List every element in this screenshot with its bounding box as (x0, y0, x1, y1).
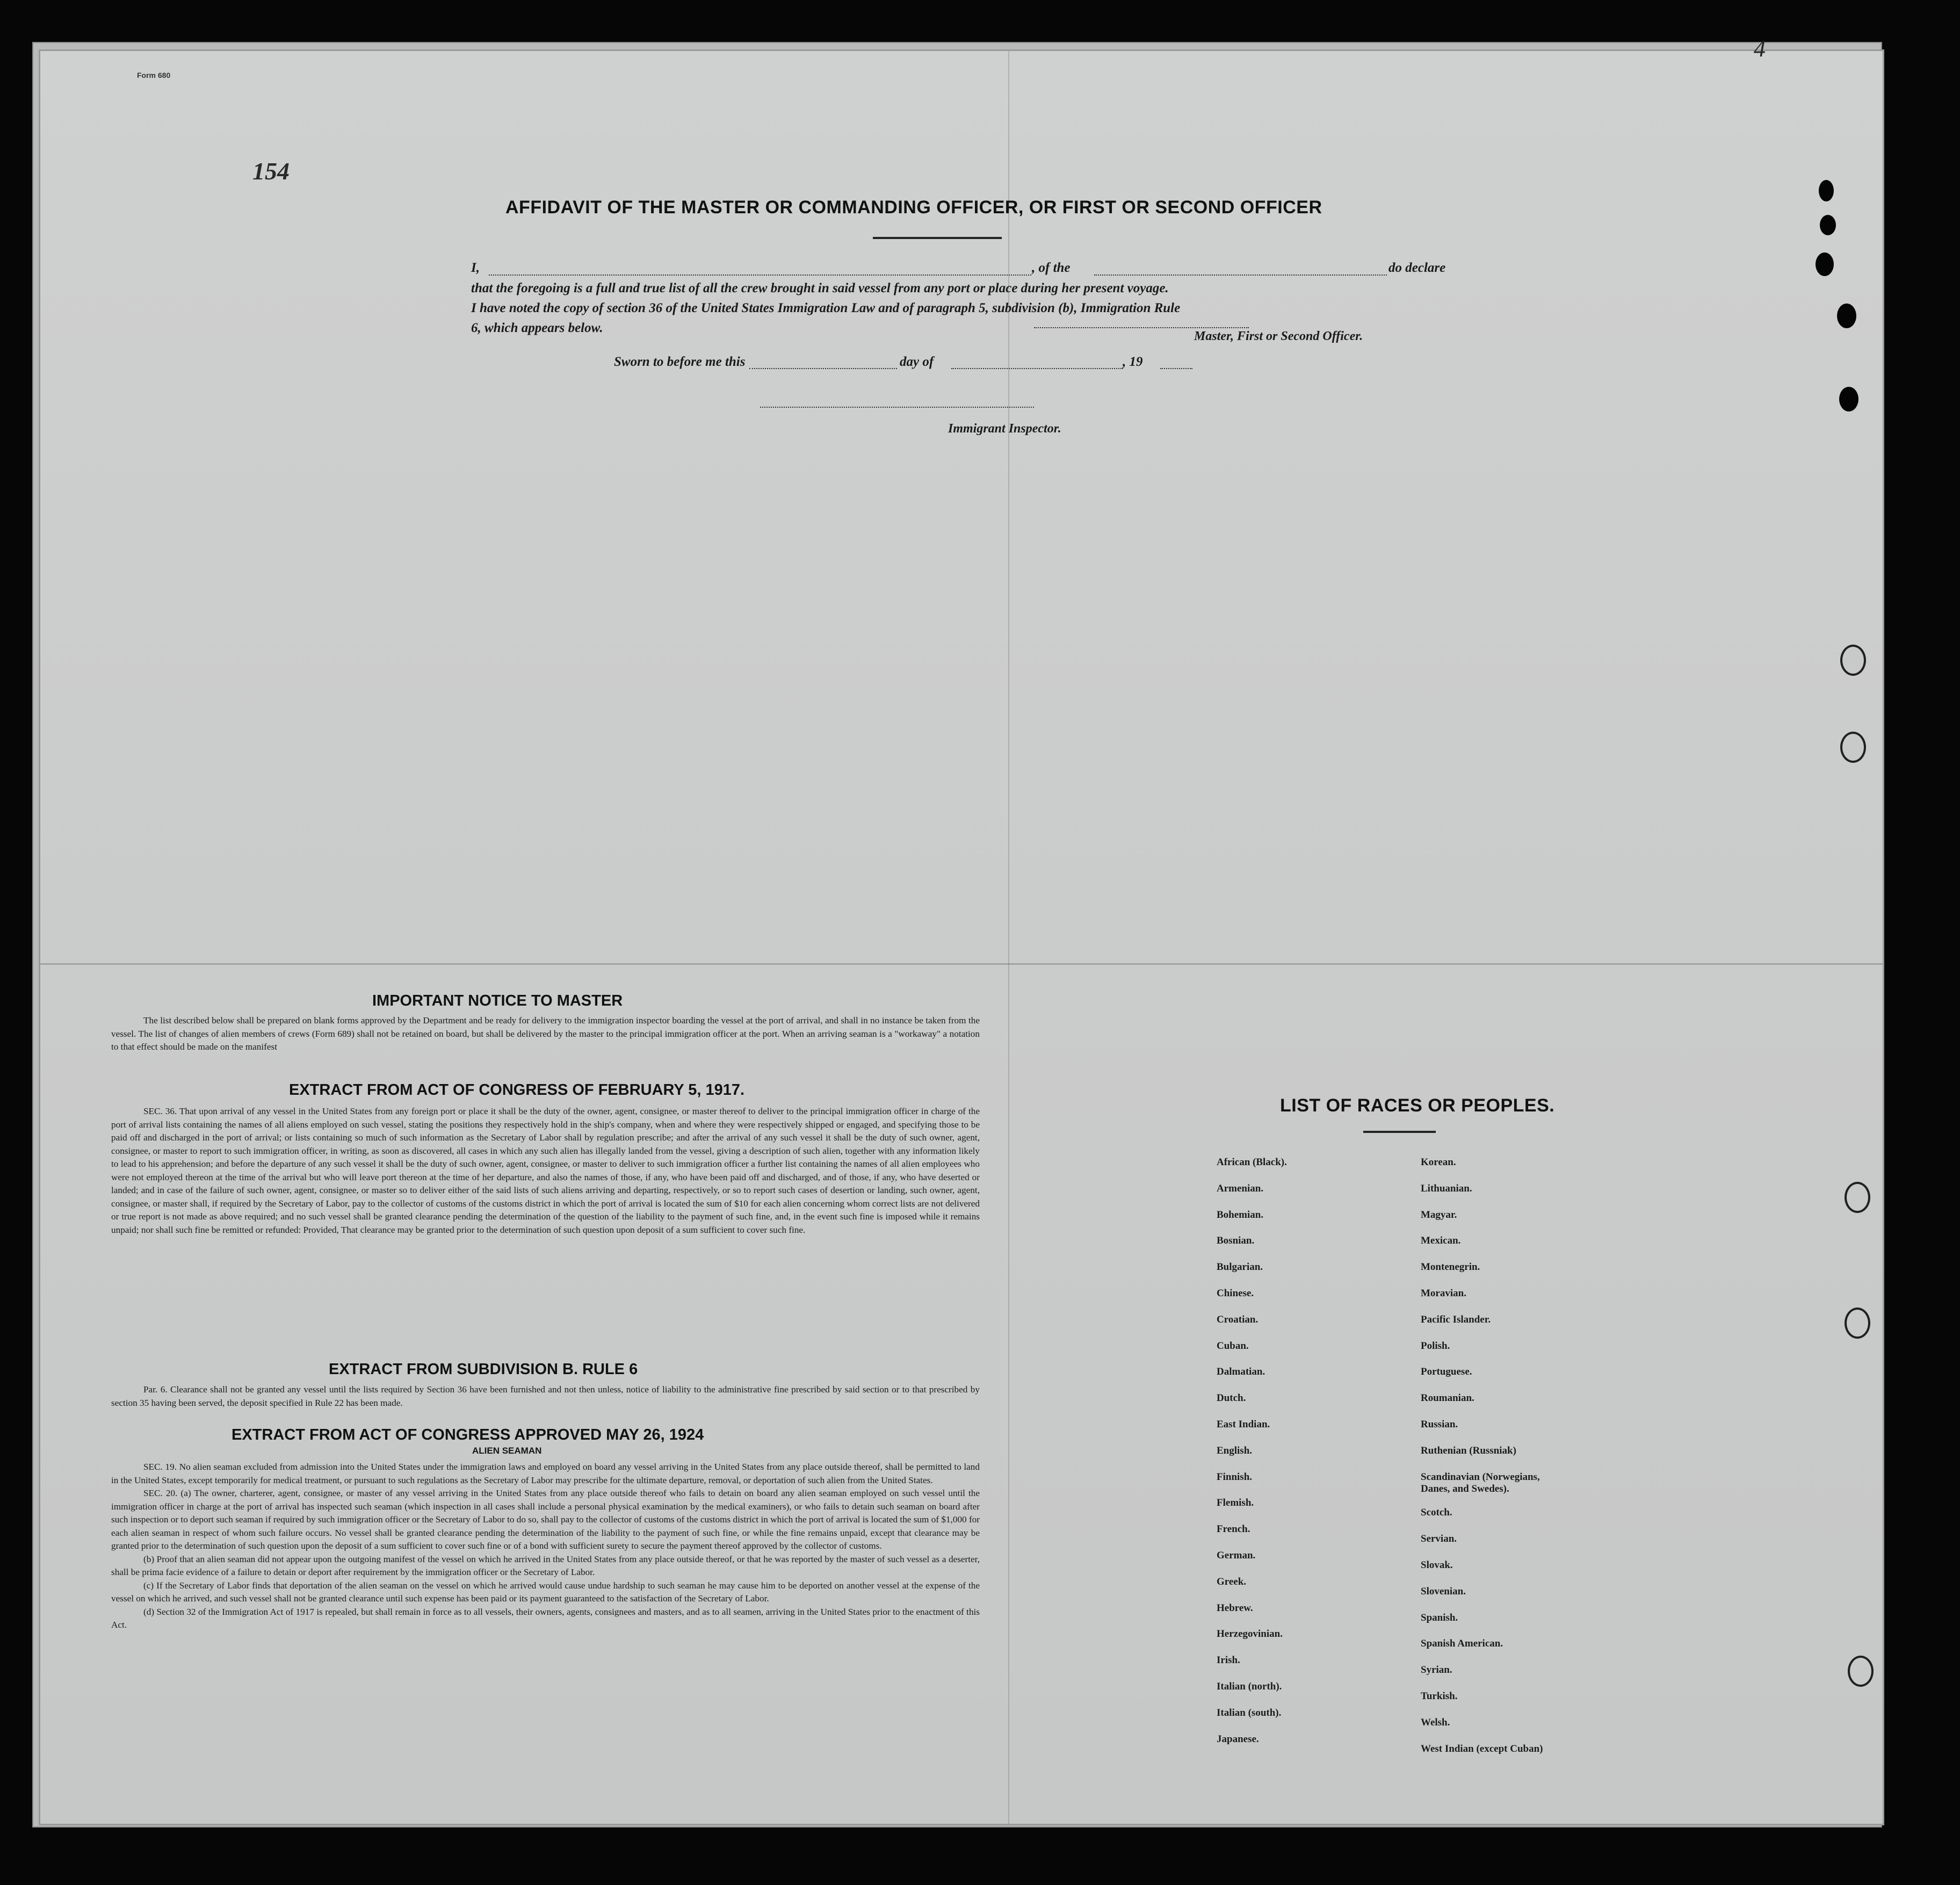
title-underline (873, 237, 1002, 239)
affidavit-line1-of-the: , of the (1032, 261, 1071, 275)
section-20b: (b) Proof that an alien seaman did not appear upon the outgoing manifest of the vessel on which he arrived in the United States from any place outside thereof, or that he was reported by the master of such vessel as a deserter, shall be prima facie evidence of a failure to detain or deport after requirement by the immigration officer or the Secretary of Labor. (111, 1554, 980, 1577)
extract-rule6-title: EXTRACT FROM SUBDIVISION B. RULE 6 (329, 1361, 638, 1378)
punch-hole (1820, 215, 1836, 235)
race-item: Montenegrin. (1421, 1261, 1480, 1273)
signature-blank (1034, 326, 1249, 328)
race-item: Mexican. (1421, 1235, 1461, 1247)
race-item: Slovenian. (1421, 1585, 1466, 1597)
master-label: Master, First or Second Officer. (1194, 329, 1363, 343)
race-item: Dutch. (1217, 1392, 1246, 1404)
extract-1924-text (111, 1461, 980, 1632)
extract-rule6-text: Par. 6. Clearance shall not be granted any vessel until the lists required by Section 36 have been furnished and not then unless, notice of liability to the administrative fine prescribed by said section or to that prescribed by section 35 having been served, the deposit specified in Rule 22 has been made. (111, 1384, 980, 1408)
inspector-label: Immigrant Inspector. (948, 422, 1061, 436)
race-item: Flemish. (1217, 1497, 1254, 1509)
section-20a: SEC. 20. (a) The owner, charterer, agent, consignee, or master of any vessel arriving in the United States from any place outside thereof who fails to detain on board any alien seaman employed on such vessel until the immigration officer in charge at the port of arrival has inspected such seaman (which inspection in all cases shall include a personal physical examination by the medical examiners), or who fails to detain such seaman on board after such inspection or to deport such seaman if required by such immigration officer or the Secretary of Labor to do so, shall pay to the collector of customs of the customs district in which the port of arrival is located the sum of $1,000 for each alien seaman in respect of whom such failure occurs. No vessel shall be granted clearance pending the determination of the liability to the payment of such fine, or while the fine remains unpaid, except that clearance may be granted prior to the determination of such question upon the deposit of a sum sufficient to cover such fine or of a bond with sufficient surety to secure the payment thereof approved by the collector of customs. (111, 1488, 980, 1551)
race-item: Scotch. (1421, 1507, 1452, 1519)
extract-1924-title: EXTRACT FROM ACT OF CONGRESS APPROVED MAY 26, 1924 (232, 1426, 704, 1443)
race-item: Pacific Islander. (1421, 1313, 1491, 1325)
race-item: Cuban. (1217, 1340, 1249, 1352)
punch-hole (1819, 180, 1834, 201)
race-item: English. (1217, 1445, 1253, 1456)
race-item: Bulgarian. (1217, 1261, 1263, 1273)
notice-title: IMPORTANT NOTICE TO MASTER (372, 992, 623, 1009)
punch-hole (1840, 732, 1866, 763)
section-20d: (d) Section 32 of the Immigration Act of 1917 is repealed, but shall remain in force as to all vessels, their owners, agents, consignees and masters, and as to all seamen, arriving in the United States prior to the enactment of this Act. (111, 1606, 980, 1630)
section-19: SEC. 19. No alien seaman excluded from admission into the United States under the immigration laws and employed on board any vessel arriving in the United States from any place outside thereof, shall be permitted to land in the United States, except temporarily for medical treatment, or pursuant to such regulations as the Secretary of Labor may prescribe for the ultimate departure, removal, or deportation of such alien from the United States. (111, 1462, 980, 1485)
race-item: Syrian. (1421, 1664, 1452, 1676)
race-item: Spanish. (1421, 1612, 1458, 1623)
form-page (39, 49, 1884, 1825)
corner-mark: 4 (1754, 35, 1766, 62)
race-item: Italian (north). (1217, 1681, 1282, 1692)
race-item: Moravian. (1421, 1288, 1466, 1299)
race-item: Irish. (1217, 1655, 1240, 1666)
master-name-blank (489, 273, 1031, 276)
race-item: Roumanian. (1421, 1392, 1474, 1404)
race-item: Bohemian. (1217, 1209, 1264, 1220)
race-item: West Indian (except Cuban) (1421, 1743, 1543, 1754)
race-item: Scandinavian (Norwegians, Danes, and Swedes). (1421, 1471, 1540, 1494)
race-item: Armenian. (1217, 1182, 1264, 1194)
race-item: Lithuanian. (1421, 1182, 1472, 1194)
affidavit-title: AFFIDAVIT OF THE MASTER OR COMMANDING OFFICER, OR FIRST OR SECOND OFFICER (505, 197, 1322, 218)
race-item: Polish. (1421, 1340, 1450, 1352)
race-item: East Indian. (1217, 1419, 1270, 1430)
race-item: Italian (south). (1217, 1707, 1282, 1718)
form-number: Form 680 (137, 71, 171, 80)
sworn-year-blank (1160, 367, 1192, 369)
inspector-signature-blank (760, 406, 1034, 408)
race-item: Magyar. (1421, 1209, 1457, 1220)
race-item: Japanese. (1217, 1733, 1259, 1745)
sworn-month-blank (951, 367, 1123, 369)
race-item: French. (1217, 1523, 1250, 1535)
sworn-prefix: Sworn to before me this (614, 355, 746, 369)
affidavit-line2: that the foregoing is a full and true list of all the crew brought in said vessel from any port or place during her present voyage. (471, 281, 1169, 295)
affidavit-line1-prefix: I, (471, 261, 480, 275)
extract-1917-title: EXTRACT FROM ACT OF CONGRESS OF FEBRUARY 5, 1917. (289, 1081, 745, 1099)
punch-hole (1845, 1182, 1870, 1213)
punch-hole (1837, 304, 1856, 328)
race-item: Herzegovinian. (1217, 1628, 1283, 1640)
race-item: Portuguese. (1421, 1366, 1472, 1378)
punch-hole (1848, 1656, 1874, 1687)
sworn-year: , 19 (1123, 355, 1143, 369)
race-item: Russian. (1421, 1419, 1458, 1430)
horizontal-fold (40, 963, 1883, 965)
sworn-day-blank (749, 367, 897, 369)
race-item: Servian. (1421, 1533, 1457, 1545)
races-title: LIST OF RACES OR PEOPLES. (1280, 1095, 1555, 1116)
vessel-name-blank (1094, 273, 1387, 276)
race-item: Korean. (1421, 1157, 1456, 1168)
sworn-day-of: day of (900, 355, 934, 369)
affidavit-line4: 6, which appears below. (471, 321, 603, 335)
race-item: African (Black). (1217, 1157, 1287, 1168)
punch-hole (1845, 1308, 1870, 1339)
race-item: Turkish. (1421, 1691, 1458, 1702)
race-item: Welsh. (1421, 1716, 1450, 1728)
race-item: Bosnian. (1217, 1235, 1255, 1247)
affidavit-line3: I have noted the copy of section 36 of the United States Immigration Law and of paragraph 5, subdivision (b), Immigration Rule (471, 301, 1181, 315)
extract-1917-text: SEC. 36. That upon arrival of any vessel in the United States from any foreign port or place it shall be the duty of the owner, agent, consignee, or master thereof to deliver to the principal immigration officer in charge of the port of arrival lists containing the names of all aliens employed on such vessel, stating the positions they respectively hold in the ship's company, when and where they were respectively shipped or engaged, and specifying those to be paid off and discharged in the port of arrival; or lists containing so much of such information as the Secretary of Labor shall by regulation prescribe; and after the arrival of any such vessel it shall be the duty of such owner, agent, consignee, or master to report to such immigration officer, in writing, as soon as discovered, all cases in which any such alien has illegally landed from the vessel, giving a description of such alien, together with any information likely to lead to his apprehension; and before the departure of any such vessel it shall be the duty of such owner, agent, consignee, or master to deliver to such immigration officer a further list containing the names of all alien employees who were not employed thereon at the time of the arrival but who will leave port thereon at the time of her departure, and also the names of those, if any, who have been paid off and discharged, and of those, if any, who have deserted or landed; and in case of the failure of such owner, agent, consignee, or master so to deliver either of the said lists of such aliens arriving and departing, respectively, or so to report such cases of desertion or landing, such owner, agent, consignee, or master shall, if required by the Secretary of Labor, pay to the collector of customs of the customs district in which the port of arrival is located the sum of $10 for each alien concerning whom correct lists are not delivered or true report is not made as above required; and no such vessel shall be granted clearance pending the determination of the question of the liability to the payment of such fine, and, in the event such fine is imposed while it remains unpaid; nor shall such fine be remitted or refunded: Provided, That clearance may be granted prior to the determination of such question upon deposit of a sum sufficient to cover such fine. (111, 1106, 980, 1235)
races-title-underline (1363, 1131, 1436, 1133)
handwritten-number: 154 (252, 157, 290, 185)
punch-hole (1839, 387, 1858, 411)
race-item: Dalmatian. (1217, 1366, 1265, 1378)
vertical-fold (1008, 51, 1009, 1824)
race-item: Ruthenian (Russniak) (1421, 1445, 1516, 1456)
affidavit-line1-declare: do declare (1388, 261, 1446, 275)
race-item: Chinese. (1217, 1288, 1254, 1299)
extract-1924-subtitle: ALIEN SEAMAN (472, 1446, 542, 1456)
punch-hole (1840, 645, 1866, 676)
race-item: German. (1217, 1550, 1256, 1561)
punch-hole (1816, 252, 1834, 276)
race-item: Finnish. (1217, 1471, 1253, 1483)
race-item: Croatian. (1217, 1313, 1259, 1325)
race-item: Greek. (1217, 1576, 1247, 1587)
race-item: Spanish American. (1421, 1638, 1503, 1650)
race-item: Hebrew. (1217, 1602, 1253, 1614)
race-item: Slovak. (1421, 1559, 1453, 1571)
notice-text: The list described below shall be prepared on blank forms approved by the Department and be ready for delivery to the immigration inspector boarding the vessel at the port of arrival, and shall in no instance be taken from the vessel. The list of changes of alien members of crews (Form 689) shall not be retained on board, but shall be delivered by the master to the principal immigration officer at the port. When an arriving seaman is a "workaway" a notation to that effect should be made on the manifest (111, 1015, 980, 1052)
section-20c: (c) If the Secretary of Labor finds that deportation of the alien seaman on the vessel on which he arrived would cause undue hardship to such seaman he may cause him to be deported on another vessel at the expense of the vessel on which he arrived, and such vessel shall not be granted clearance until such expense has been paid or its payment guaranteed to the satisfaction of the Secretary of Labor. (111, 1580, 980, 1604)
